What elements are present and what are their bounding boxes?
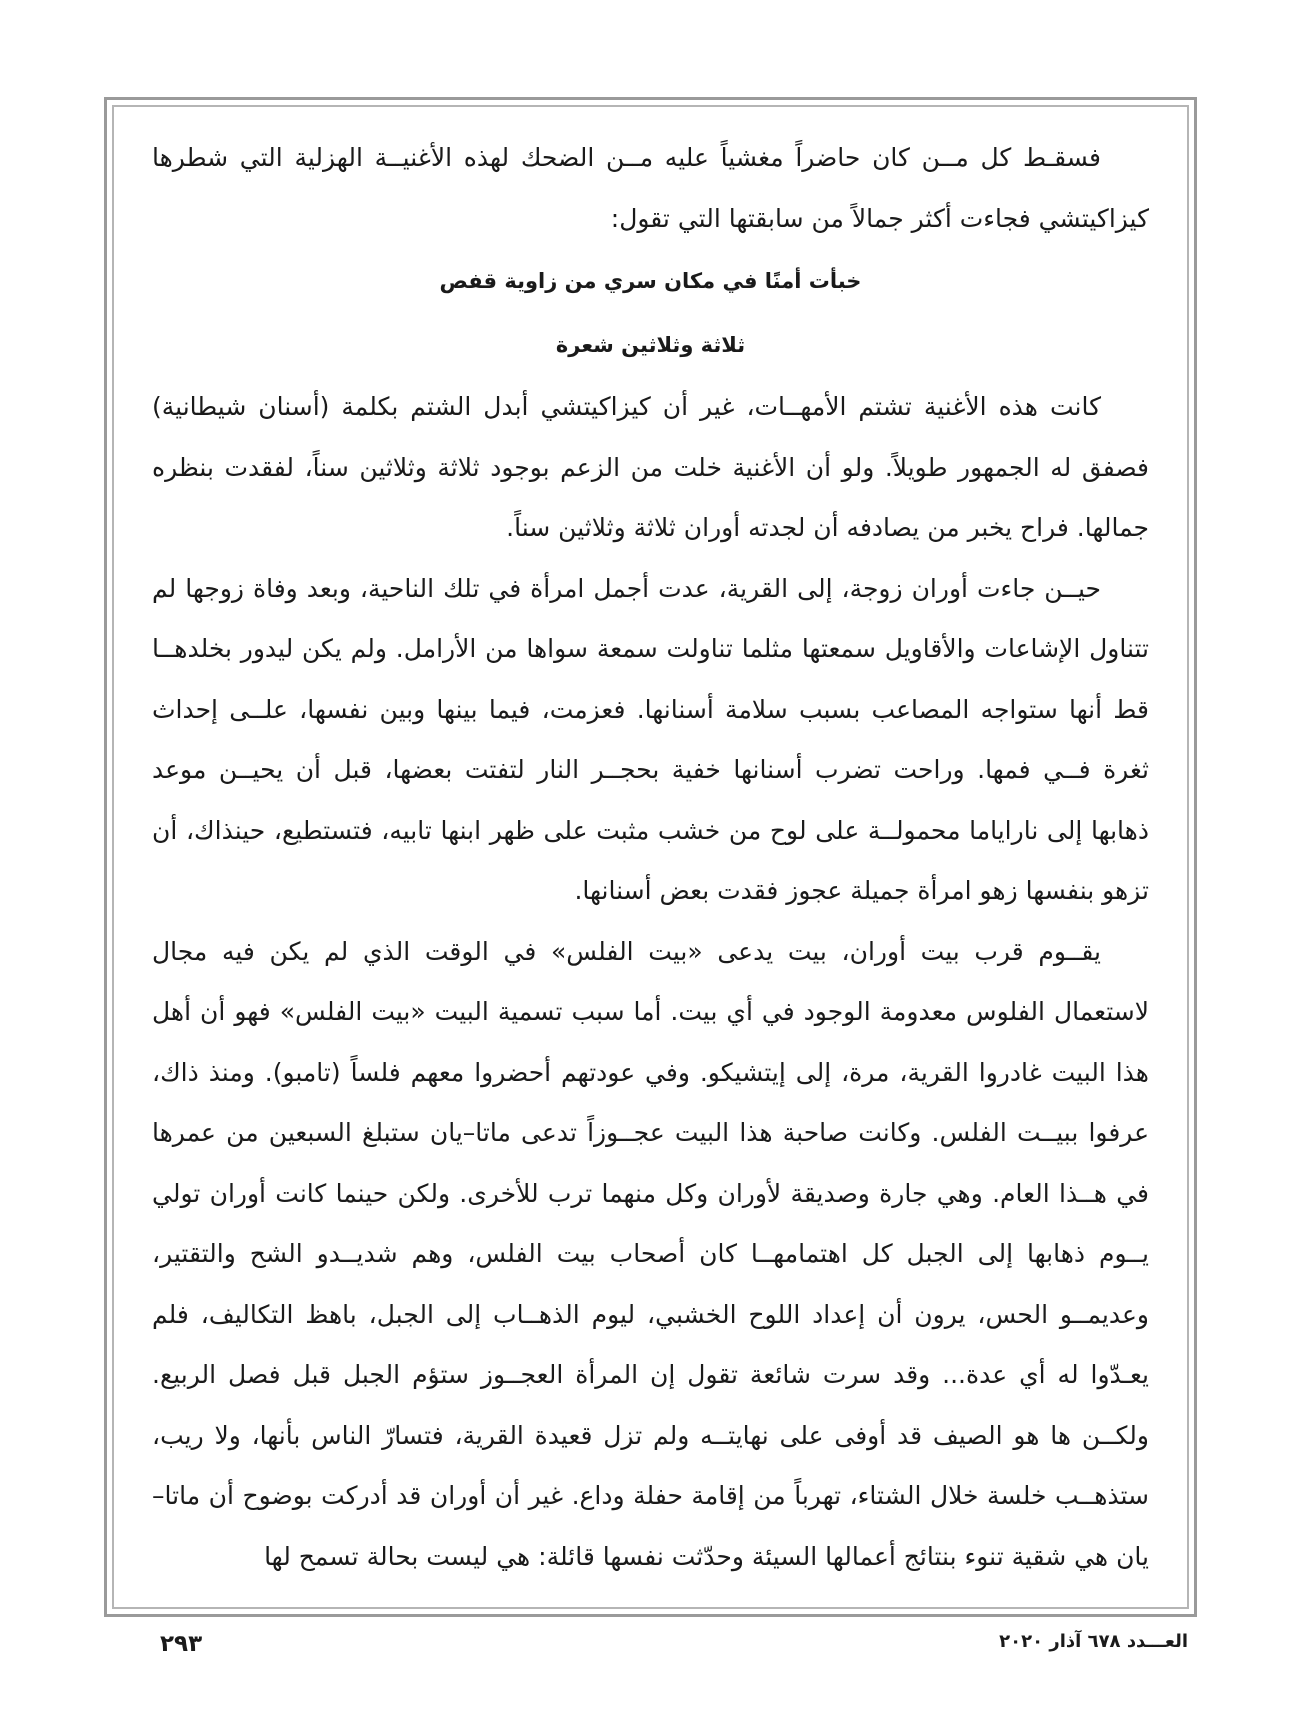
paragraph: كانت هذه الأغنية تشتم الأمهــات، غير أن كيزاكيتشي أبدل الشتم بكلمة (أسنان شيطانية) فصفق له الجمهور طويلاً. ولو أن الأغنية خلت من الزعم بوجود ثلاثة وثلاثين سناً، لفقدت بنظره جمالها. فراح يخبر من يصادفه أن لجدته أوران ثلاثة وثلاثين سناً. <box>152 392 1149 542</box>
issue-info: العـــدد ٦٧٨ آذار ٢٠٢٠ <box>999 1631 1188 1652</box>
paragraph: فسقـط كل مــن كان حاضراً مغشياً عليه مــن الضحك لهذه الأغنيــة الهزلية التي شطرها كيزاكيتشي فجاءت أكثر جمالاً من سابقتها التي تقول: <box>152 143 1149 233</box>
verse-heading: خبأت أمنًا في مكان سري من زاوية قفص <box>439 269 862 293</box>
page-number: ٢٩٣ <box>160 1631 203 1657</box>
article-body <box>152 128 1149 1598</box>
verse-heading: ثلاثة وثلاثين شعرة <box>555 333 746 357</box>
paragraph: حيــن جاءت أوران زوجة، إلى القرية، عدت أجمل امرأة في تلك الناحية، وبعد وفاة زوجها لم تتناول الإشاعات والأقاويل سمعتها مثلما تناولت سمعة سواها من الأرامل. ولم يكن ليدور بخلدهــا قط أنها ستواجه المصاعب بسبب سلامة أسنانها. فعزمت، فيما بينها وبين نفسها، علــى إحداث ثغرة فــي فمها. وراحت تضرب أسنانها خفية بحجــر النار لتفتت بعضها، قبل أن يحيــن موعد ذهابها إلى ناراياما محمولــة على لوح من خشب مثبت على ظهر ابنها تابيه، فتستطيع، حينذاك، أن تزهو بنفسها زهو امرأة جميلة عجوز فقدت بعض أسنانها. <box>152 573 1149 905</box>
paragraph: يقــوم قرب بيت أوران، بيت يدعى «بيت الفلس» في الوقت الذي لم يكن فيه مجال لاستعمال الفلوس معدومة الوجود في أي بيت. أما سبب تسمية البيت «بيت الفلس» فهو أن أهل هذا البيت غادروا القرية، مرة، إلى إيتشيكو. وفي عودتهم أحضروا معهم فلساً (تامبو). ومنذ ذاك، عرفوا ببيــت الفلس. وكانت صاحبة هذا البيت عجــوزاً تدعى ماتا–يان ستبلغ السبعين من عمرها في هــذا العام. وهي جارة وصديقة لأوران وكل منهما ترب للأخرى. ولكن حينما كانت أوران تولي يــوم ذهابها إلى الجبل كل اهتمامهــا كان أصحاب بيت الفلس، وهم شديــدو الشح والتقتير، وعديمــو الحس، يرون أن إعداد اللوح الخشبي، ليوم الذهــاب إلى الجبل، باهظ التكاليف، فلم يعـدّوا له أي عدة... وقد سرت شائعة تقول إن المرأة العجــوز ستؤم الجبل قبل فصل الربيع. ولكــن ها هو الصيف قد أوفى على نهايتــه ولم تزل قعيدة القرية، فتسارّ الناس بأنها، ولا ريب، ستذهــب خلسة خلال الشتاء، تهرباً من إقامة حفلة وداع. غير أن أوران قد أدركت بوضوح أن ماتا–يان هي شقية تنوء بنتائج أعمالها السيئة وحدّثت نفسها قائلة: هي ليست بحالة تسمح لها <box>152 936 1149 1571</box>
